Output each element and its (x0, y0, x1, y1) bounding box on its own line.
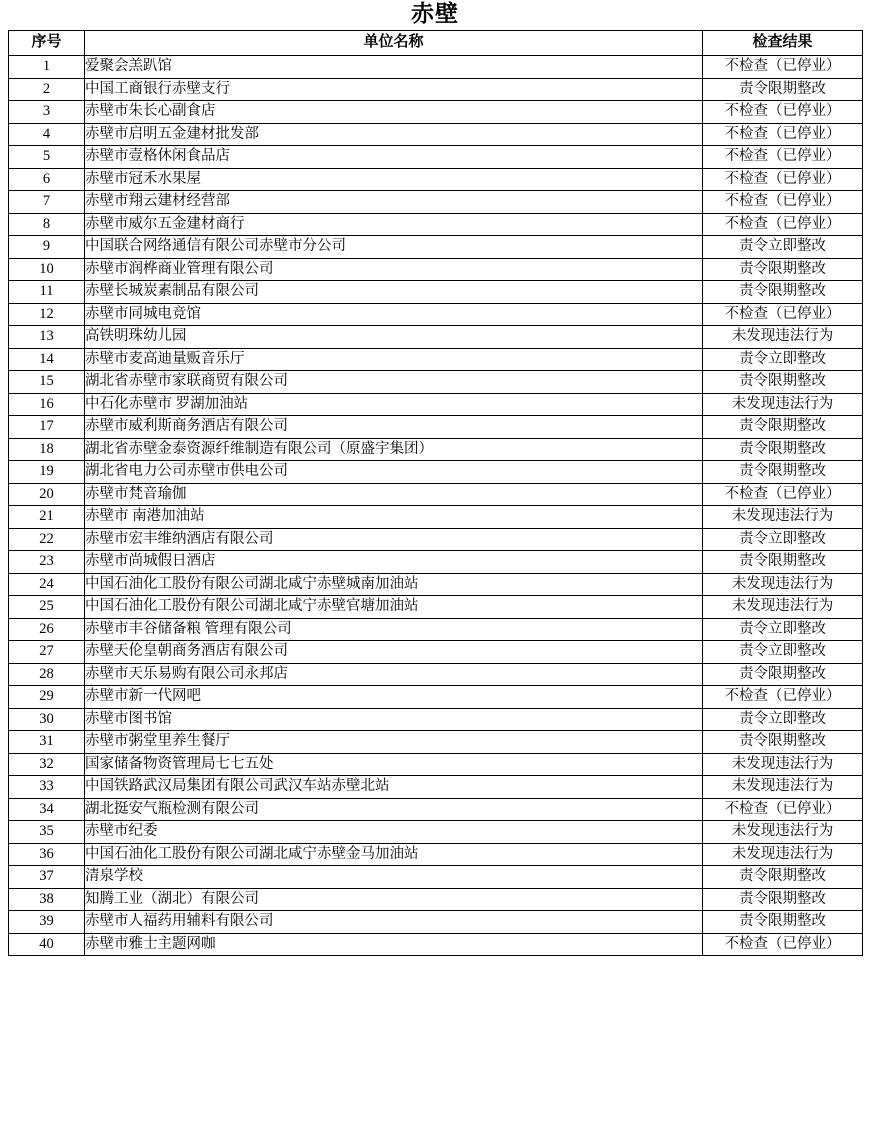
cell-inspection-result: 责令限期整改 (703, 371, 863, 394)
table-row (9, 686, 863, 709)
cell-index: 8 (9, 213, 85, 236)
cell-inspection-result: 未发现违法行为 (703, 596, 863, 619)
cell-index: 28 (9, 663, 85, 686)
cell-inspection-result: 责令立即整改 (703, 348, 863, 371)
cell-inspection-result: 责令限期整改 (703, 78, 863, 101)
cell-inspection-result: 未发现违法行为 (703, 506, 863, 529)
cell-unit-name: 中国联合网络通信有限公司赤壁市分公司 (85, 236, 703, 259)
cell-unit-name: 赤壁市翔云建材经营部 (85, 191, 703, 214)
table-row (9, 168, 863, 191)
cell-unit-name: 清泉学校 (85, 866, 703, 889)
cell-unit-name: 中国工商银行赤壁支行 (85, 78, 703, 101)
table-row (9, 258, 863, 281)
cell-unit-name: 赤壁市丰谷储备粮 管理有限公司 (85, 618, 703, 641)
cell-index: 4 (9, 123, 85, 146)
cell-inspection-result: 未发现违法行为 (703, 753, 863, 776)
cell-unit-name: 湖北省电力公司赤壁市供电公司 (85, 461, 703, 484)
table-row (9, 776, 863, 799)
cell-index: 15 (9, 371, 85, 394)
cell-unit-name: 湖北省赤壁市家联商贸有限公司 (85, 371, 703, 394)
cell-index: 1 (9, 56, 85, 79)
cell-inspection-result: 责令限期整改 (703, 438, 863, 461)
cell-unit-name: 赤壁市威尔五金建材商行 (85, 213, 703, 236)
inspection-results-table (8, 30, 863, 956)
cell-inspection-result: 不检查（已停业） (703, 483, 863, 506)
cell-index: 5 (9, 146, 85, 169)
cell-unit-name: 赤壁市人福药用辅料有限公司 (85, 911, 703, 934)
cell-unit-name: 赤壁市新一代网吧 (85, 686, 703, 709)
cell-unit-name: 赤壁市梵音瑜伽 (85, 483, 703, 506)
cell-unit-name: 赤壁市宏丰维纳酒店有限公司 (85, 528, 703, 551)
cell-inspection-result: 未发现违法行为 (703, 326, 863, 349)
cell-unit-name: 赤壁市启明五金建材批发部 (85, 123, 703, 146)
cell-index: 21 (9, 506, 85, 529)
table-row (9, 911, 863, 934)
cell-index: 11 (9, 281, 85, 304)
cell-unit-name: 赤壁市图书馆 (85, 708, 703, 731)
table-row (9, 371, 863, 394)
cell-index: 19 (9, 461, 85, 484)
table-row (9, 663, 863, 686)
table-row (9, 303, 863, 326)
cell-index: 29 (9, 686, 85, 709)
cell-index: 35 (9, 821, 85, 844)
cell-inspection-result: 责令限期整改 (703, 416, 863, 439)
cell-inspection-result: 责令限期整改 (703, 731, 863, 754)
table-row (9, 843, 863, 866)
cell-index: 37 (9, 866, 85, 889)
cell-unit-name: 赤壁市威利斯商务酒店有限公司 (85, 416, 703, 439)
table-row (9, 236, 863, 259)
cell-index: 36 (9, 843, 85, 866)
cell-index: 9 (9, 236, 85, 259)
cell-index: 22 (9, 528, 85, 551)
cell-unit-name: 赤壁长城炭素制品有限公司 (85, 281, 703, 304)
cell-inspection-result: 未发现违法行为 (703, 573, 863, 596)
table-row (9, 618, 863, 641)
cell-unit-name: 赤壁市雅士主题网咖 (85, 933, 703, 956)
cell-unit-name: 赤壁市润桦商业管理有限公司 (85, 258, 703, 281)
cell-inspection-result: 责令限期整改 (703, 866, 863, 889)
table-row (9, 641, 863, 664)
cell-unit-name: 赤壁市壹格休闲食品店 (85, 146, 703, 169)
cell-inspection-result: 责令限期整改 (703, 551, 863, 574)
table-row (9, 888, 863, 911)
cell-unit-name: 知腾工业（湖北）有限公司 (85, 888, 703, 911)
table-row (9, 348, 863, 371)
table-row (9, 78, 863, 101)
table-row (9, 798, 863, 821)
cell-inspection-result: 不检查（已停业） (703, 191, 863, 214)
cell-inspection-result: 不检查（已停业） (703, 798, 863, 821)
cell-unit-name: 中国石油化工股份有限公司湖北咸宁赤壁金马加油站 (85, 843, 703, 866)
cell-index: 33 (9, 776, 85, 799)
cell-index: 26 (9, 618, 85, 641)
table-row (9, 56, 863, 79)
cell-unit-name: 赤壁市粥堂里养生餐厅 (85, 731, 703, 754)
cell-unit-name: 赤壁市同城电竞馆 (85, 303, 703, 326)
cell-unit-name: 中国铁路武汉局集团有限公司武汉车站赤壁北站 (85, 776, 703, 799)
cell-index: 12 (9, 303, 85, 326)
table-row (9, 101, 863, 124)
table-row (9, 933, 863, 956)
cell-inspection-result: 未发现违法行为 (703, 393, 863, 416)
cell-inspection-result: 不检查（已停业） (703, 146, 863, 169)
cell-inspection-result: 责令限期整改 (703, 888, 863, 911)
cell-index: 23 (9, 551, 85, 574)
table-row (9, 483, 863, 506)
cell-inspection-result: 不检查（已停业） (703, 168, 863, 191)
table-row (9, 416, 863, 439)
cell-index: 10 (9, 258, 85, 281)
cell-unit-name: 国家储备物资管理局七七五处 (85, 753, 703, 776)
cell-unit-name: 赤壁市朱长心副食店 (85, 101, 703, 124)
cell-inspection-result: 责令立即整改 (703, 236, 863, 259)
column-header-name: 单位名称 (85, 31, 703, 56)
cell-index: 13 (9, 326, 85, 349)
cell-inspection-result: 责令限期整改 (703, 911, 863, 934)
table-row (9, 596, 863, 619)
table-row (9, 146, 863, 169)
table-row (9, 731, 863, 754)
table-row (9, 753, 863, 776)
cell-unit-name: 中国石油化工股份有限公司湖北咸宁赤壁官塘加油站 (85, 596, 703, 619)
cell-inspection-result: 未发现违法行为 (703, 776, 863, 799)
table-body (9, 56, 863, 956)
cell-inspection-result: 不检查（已停业） (703, 213, 863, 236)
cell-inspection-result: 不检查（已停业） (703, 686, 863, 709)
table-row (9, 551, 863, 574)
cell-unit-name: 高铁明珠幼儿园 (85, 326, 703, 349)
cell-inspection-result: 责令立即整改 (703, 708, 863, 731)
cell-unit-name: 爱聚会羔趴馆 (85, 56, 703, 79)
table-row (9, 506, 863, 529)
cell-unit-name: 赤壁市尚城假日酒店 (85, 551, 703, 574)
cell-inspection-result: 责令限期整改 (703, 461, 863, 484)
cell-index: 2 (9, 78, 85, 101)
cell-inspection-result: 责令立即整改 (703, 618, 863, 641)
cell-unit-name: 赤壁市 南港加油站 (85, 506, 703, 529)
cell-index: 27 (9, 641, 85, 664)
cell-index: 18 (9, 438, 85, 461)
column-header-index: 序号 (9, 31, 85, 56)
table-row (9, 213, 863, 236)
cell-inspection-result: 责令限期整改 (703, 663, 863, 686)
cell-index: 25 (9, 596, 85, 619)
cell-unit-name: 赤壁市天乐易购有限公司永邦店 (85, 663, 703, 686)
table-row (9, 528, 863, 551)
cell-unit-name: 赤壁天伦皇朝商务酒店有限公司 (85, 641, 703, 664)
table-row (9, 123, 863, 146)
cell-inspection-result: 未发现违法行为 (703, 821, 863, 844)
cell-unit-name: 湖北挺安气瓶检测有限公司 (85, 798, 703, 821)
cell-index: 38 (9, 888, 85, 911)
cell-unit-name: 中石化赤壁市 罗湖加油站 (85, 393, 703, 416)
page-title: 赤壁 (411, 1, 459, 26)
table-row (9, 393, 863, 416)
table-header-row (9, 31, 863, 56)
cell-inspection-result: 责令限期整改 (703, 281, 863, 304)
table-row (9, 573, 863, 596)
cell-inspection-result: 责令立即整改 (703, 641, 863, 664)
cell-index: 3 (9, 101, 85, 124)
cell-unit-name: 湖北省赤壁金泰资源纤维制造有限公司（原盛宇集团） (85, 438, 703, 461)
cell-index: 6 (9, 168, 85, 191)
cell-index: 24 (9, 573, 85, 596)
table-row (9, 191, 863, 214)
cell-inspection-result: 不检查（已停业） (703, 303, 863, 326)
table-row (9, 438, 863, 461)
cell-inspection-result: 不检查（已停业） (703, 56, 863, 79)
column-header-result: 检查结果 (703, 31, 863, 56)
cell-index: 16 (9, 393, 85, 416)
cell-inspection-result: 责令立即整改 (703, 528, 863, 551)
cell-index: 30 (9, 708, 85, 731)
cell-index: 34 (9, 798, 85, 821)
cell-index: 20 (9, 483, 85, 506)
table-row (9, 326, 863, 349)
cell-unit-name: 中国石油化工股份有限公司湖北咸宁赤壁城南加油站 (85, 573, 703, 596)
table-row (9, 461, 863, 484)
table-row (9, 281, 863, 304)
cell-unit-name: 赤壁市纪委 (85, 821, 703, 844)
cell-unit-name: 赤壁市冠禾水果屋 (85, 168, 703, 191)
cell-inspection-result: 责令限期整改 (703, 258, 863, 281)
table-row (9, 708, 863, 731)
cell-inspection-result: 不检查（已停业） (703, 933, 863, 956)
cell-inspection-result: 不检查（已停业） (703, 123, 863, 146)
cell-index: 17 (9, 416, 85, 439)
cell-index: 14 (9, 348, 85, 371)
cell-inspection-result: 不检查（已停业） (703, 101, 863, 124)
cell-index: 7 (9, 191, 85, 214)
cell-inspection-result: 未发现违法行为 (703, 843, 863, 866)
cell-index: 40 (9, 933, 85, 956)
cell-index: 32 (9, 753, 85, 776)
cell-index: 39 (9, 911, 85, 934)
cell-index: 31 (9, 731, 85, 754)
cell-unit-name: 赤壁市麦高迪量贩音乐厅 (85, 348, 703, 371)
table-row (9, 821, 863, 844)
table-row (9, 866, 863, 889)
